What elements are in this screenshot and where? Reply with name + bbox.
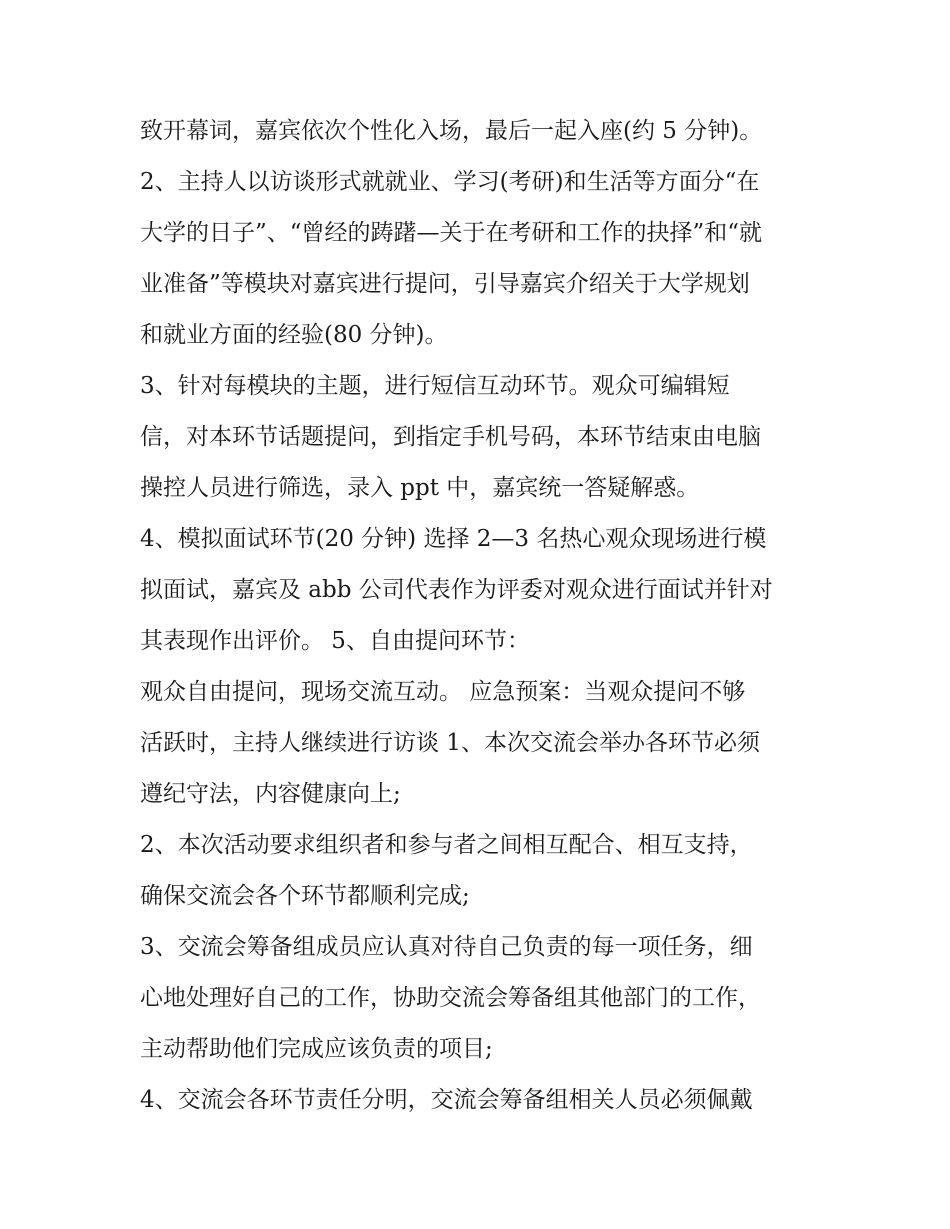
text-line: 2、本次活动要求组织者和参与者之间相互配合、相互支持， [140, 832, 753, 858]
text-line: 遵纪守法，内容健康向上; [140, 781, 401, 807]
text-line: 3、交流会筹备组成员应认真对待自己负责的每一项任务，细 [140, 934, 753, 960]
text-line: 活跃时，主持人继续进行访谈 1、本次交流会举办各环节必须 [140, 730, 760, 756]
text-line: 2、主持人以访谈形式就就业、学习(考研)和生活等方面分“在 [140, 169, 760, 195]
text-line: 信，对本环节话题提问，到指定手机号码，本环节结束由电脑 [140, 424, 761, 450]
text-line: 4、模拟面试环节(20 分钟) 选择 2—3 名热心观众现场进行模 [140, 526, 767, 552]
text-line: 确保交流会各个环节都顺利完成; [140, 883, 470, 909]
text-line: 致开幕词，嘉宾依次个性化入场，最后一起入座(约 5 分钟)。 [140, 118, 763, 144]
text-line: 4、交流会各环节责任分明，交流会筹备组相关人员必须佩戴 [140, 1087, 753, 1113]
text-line: 心地处理好自己的工作，协助交流会筹备组其他部门的工作， [140, 985, 761, 1011]
text-line: 操控人员进行筛选，录入 ppt 中，嘉宾统一答疑解惑。 [140, 475, 700, 501]
text-line: 大学的日子”、“曾经的踌躇—关于在考研和工作的抉择”和“就 [140, 220, 763, 246]
text-line: 3、针对每模块的主题，进行短信互动环节。观众可编辑短 [140, 373, 730, 399]
text-line: 主动帮助他们完成应该负责的项目; [140, 1036, 493, 1062]
text-line: 观众自由提问，现场交流互动。 应急预案：当观众提问不够 [140, 679, 746, 705]
text-line: 业准备”等模块对嘉宾进行提问，引导嘉宾介绍关于大学规划 [140, 271, 750, 297]
text-line: 拟面试，嘉宾及 abb 公司代表作为评委对观众进行面试并针对 [140, 577, 773, 603]
document-body [140, 106, 820, 1126]
text-line: 其表现作出评价。 5、自由提问环节： [140, 628, 530, 654]
text-line: 和就业方面的经验(80 分钟)。 [140, 322, 448, 348]
